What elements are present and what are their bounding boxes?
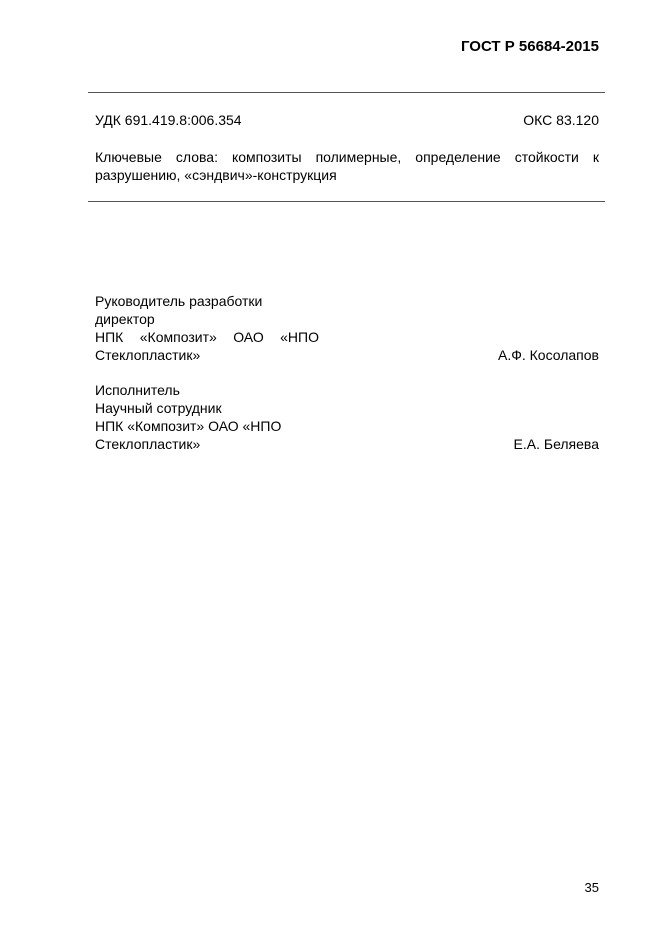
executor-position: Научный сотрудник	[95, 400, 222, 416]
document-number: ГОСТ Р 56684-2015	[460, 38, 599, 55]
bottom-divider	[88, 201, 605, 202]
keywords-line-2: разрушению, «сэндвич»-конструкция	[95, 167, 337, 183]
executor-org-line-2: Стеклопластик»	[95, 436, 201, 452]
page-number: 35	[584, 880, 599, 895]
keywords-line-1: Ключевые слова: композиты полимерные, определение стойкости к	[95, 149, 599, 165]
executor-role: Исполнитель	[95, 382, 180, 398]
executor-name: Е.А. Беляева	[513, 436, 599, 452]
keywords-paragraph	[95, 148, 599, 184]
head-position: директор	[95, 311, 155, 327]
oks-code: ОКС 83.120	[523, 112, 599, 128]
head-signature-row	[95, 346, 599, 364]
executor-signature-row	[95, 435, 599, 453]
head-name: А.Ф. Косолапов	[498, 347, 599, 363]
head-role: Руководитель разработки	[95, 293, 263, 309]
head-org-line-2: Стеклопластик»	[95, 347, 201, 363]
head-org-line-1: НПК «Композит» ОАО «НПО	[95, 329, 319, 345]
executor-org-line-1: НПК «Композит» ОАО «НПО	[95, 418, 282, 434]
executor-block	[95, 381, 599, 453]
head-of-development-block	[95, 292, 599, 364]
top-divider	[88, 92, 605, 93]
udk-code: УДК 691.419.8:006.354	[95, 112, 242, 128]
